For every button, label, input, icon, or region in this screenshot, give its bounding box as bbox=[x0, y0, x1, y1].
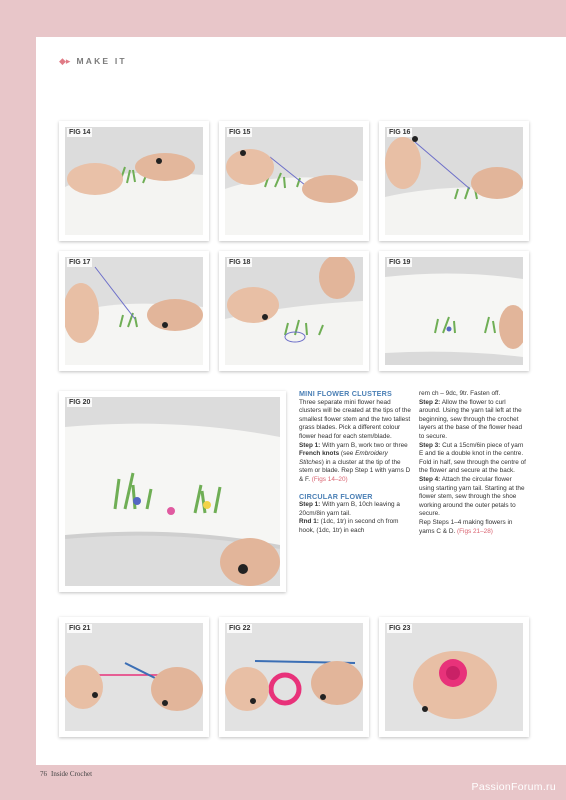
figure-14 bbox=[59, 121, 209, 241]
page-number: 76 bbox=[40, 770, 47, 778]
text: Rep Steps 1–4 making flowers in yarns C & D. bbox=[419, 518, 513, 535]
figure-label: FIG 23 bbox=[389, 625, 411, 632]
paragraph bbox=[299, 518, 411, 535]
text: (see bbox=[339, 450, 356, 458]
figure-17 bbox=[59, 251, 209, 371]
figure-22 bbox=[219, 617, 369, 737]
watermark: PassionForum.ru bbox=[471, 781, 556, 793]
figure-label: FIG 22 bbox=[229, 625, 251, 632]
figure-18 bbox=[219, 251, 369, 371]
figure-15 bbox=[219, 121, 369, 241]
paragraph bbox=[419, 519, 527, 536]
text: With yarn B, work two or three bbox=[320, 441, 408, 449]
paragraph bbox=[419, 399, 527, 442]
photo bbox=[225, 127, 363, 235]
photo bbox=[225, 257, 363, 365]
page-footer bbox=[40, 770, 92, 778]
photo bbox=[225, 623, 363, 731]
text: With yarn B, 10ch leaving a 20cm/8in yarn tail. bbox=[299, 501, 400, 517]
figure-21 bbox=[59, 617, 209, 737]
photo bbox=[385, 623, 523, 731]
paragraph: rem ch – 9dc, 9tr. Fasten off. bbox=[419, 390, 501, 397]
photo bbox=[385, 127, 523, 235]
figure-16 bbox=[379, 121, 529, 241]
figure-19 bbox=[379, 251, 529, 371]
step-label: Rnd 1: bbox=[299, 518, 319, 526]
text-column-2 bbox=[419, 390, 527, 536]
text: (1dc, 1tr) in second ch from hook, (1dc, 1tr) in each bbox=[299, 518, 399, 534]
paragraph bbox=[299, 442, 411, 485]
text: Cut a 15cm/6in piece of yarn E and tie a double knot in the centre. Fold in half, sew through the centre of the flower and secure at the back. bbox=[419, 441, 526, 475]
figure-label: FIG 21 bbox=[69, 625, 91, 632]
section-heading: CIRCULAR FLOWER bbox=[299, 491, 373, 501]
figure-label: FIG 19 bbox=[389, 259, 411, 266]
photo bbox=[65, 623, 203, 731]
step-label: Step 4: bbox=[419, 475, 441, 483]
double-arrow-icon: ◆▸ bbox=[59, 55, 71, 66]
text: ) in a cluster at the tip of the stem or blade. Rep Step 1 with yarns D & F. bbox=[299, 458, 411, 483]
paragraph bbox=[419, 476, 527, 519]
magazine-name: Inside Crochet bbox=[51, 770, 93, 778]
step-label: Step 3: bbox=[419, 441, 441, 449]
section-heading: MINI FLOWER CLUSTERS bbox=[299, 389, 393, 398]
text: Attach the circular flower using starting yarn tail. Starting at the flower stem, sew through the shoe working around the outer petals to secure. bbox=[419, 475, 525, 518]
figure-label: FIG 17 bbox=[69, 259, 91, 266]
figure-label: FIG 15 bbox=[229, 129, 251, 136]
section-title: MAKE IT bbox=[76, 56, 127, 66]
paragraph bbox=[419, 442, 527, 476]
photo bbox=[385, 257, 523, 365]
figure-23 bbox=[379, 617, 529, 737]
figure-label: FIG 18 bbox=[229, 259, 251, 266]
text-column-1 bbox=[299, 390, 411, 536]
text: Allow the flower to curl around. Using the yarn tail left at the beginning, sew through the crochet layers at the base of the flower head to secure. bbox=[419, 398, 523, 440]
figure-reference: (Figs 14–20) bbox=[311, 475, 348, 483]
text: Embroidery Stitches bbox=[299, 450, 388, 466]
paragraph bbox=[299, 501, 411, 518]
figure-label: FIG 20 bbox=[69, 399, 91, 406]
section-header bbox=[59, 55, 127, 67]
figure-label: FIG 16 bbox=[389, 129, 411, 136]
figure-reference: (Figs 21–28) bbox=[457, 527, 493, 535]
photo bbox=[65, 257, 203, 365]
paragraph: Three separate mini flower head clusters will be created at the tips of the smallest flower stem and the two tallest grass blades. Pick a different colour flower head for each stem/blade. bbox=[299, 398, 411, 440]
figure-20 bbox=[59, 391, 286, 592]
text: French knots bbox=[299, 450, 340, 458]
step-label: Step 1: bbox=[299, 501, 321, 509]
step-label: Step 2: bbox=[419, 398, 441, 406]
photo bbox=[65, 127, 203, 235]
photo bbox=[65, 397, 280, 586]
figure-label: FIG 14 bbox=[69, 129, 91, 136]
step-label: Step 1: bbox=[299, 441, 321, 449]
